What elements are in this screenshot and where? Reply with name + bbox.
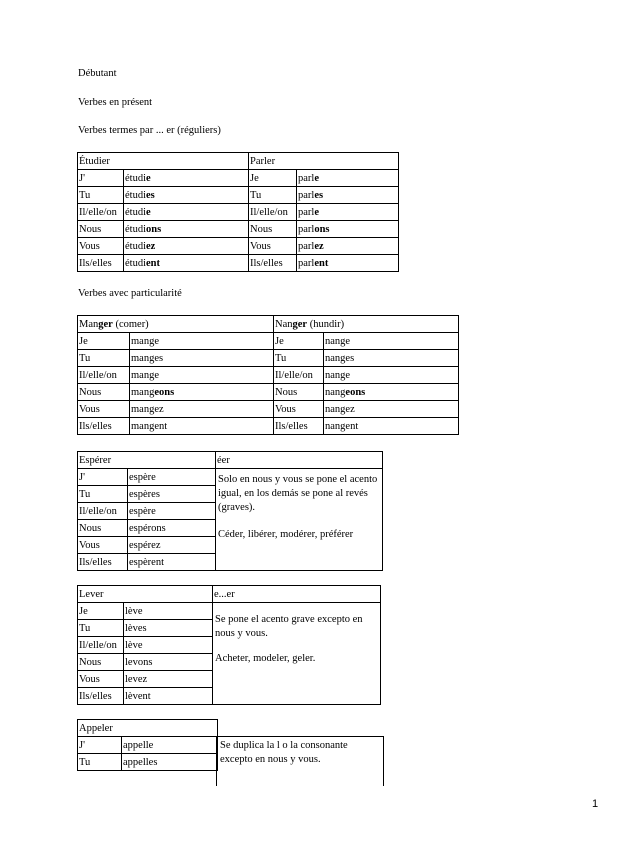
stem: nanges bbox=[325, 352, 355, 364]
table-row bbox=[78, 469, 383, 486]
table-row bbox=[78, 384, 459, 401]
table-row bbox=[78, 204, 399, 221]
special-verbs-heading: Verbes avec particularité bbox=[78, 288, 182, 299]
page-number: 1 bbox=[592, 798, 599, 810]
pronoun-cell: Tu bbox=[78, 754, 122, 771]
ending: ons bbox=[146, 223, 162, 235]
table-row bbox=[78, 737, 218, 754]
ending: ez bbox=[314, 240, 324, 252]
conjugation-cell: levons bbox=[124, 654, 213, 671]
verb-header-parler: Parler bbox=[249, 153, 399, 170]
appeler-table bbox=[77, 719, 218, 771]
ending: ent bbox=[146, 257, 160, 269]
pronoun-cell: Vous bbox=[78, 401, 130, 418]
conjugation-cell: espère bbox=[128, 469, 216, 486]
conjugation-cell bbox=[130, 350, 274, 367]
verb-header-nanger bbox=[274, 316, 459, 333]
table-row bbox=[78, 170, 399, 187]
stem: mangent bbox=[131, 420, 168, 432]
ending: eons bbox=[154, 386, 175, 398]
table-row bbox=[78, 350, 459, 367]
pronoun-cell: Il/elle/on bbox=[78, 204, 124, 221]
conjugation-cell bbox=[297, 187, 399, 204]
stem: Man bbox=[79, 318, 99, 330]
pronoun-cell: Tu bbox=[274, 350, 324, 367]
stem: mang bbox=[131, 386, 155, 398]
conjugation-cell bbox=[124, 204, 249, 221]
pronoun-cell: Ils/elles bbox=[249, 255, 297, 272]
pronoun-cell: Je bbox=[274, 333, 324, 350]
translation: (comer) bbox=[112, 318, 149, 330]
conjugation-cell bbox=[130, 418, 274, 435]
pronoun-cell: Vous bbox=[78, 238, 124, 255]
stem: étudi bbox=[125, 223, 146, 235]
pronoun-cell: Ils/elles bbox=[78, 688, 124, 705]
conjugation-cell bbox=[297, 238, 399, 255]
pronoun-cell: J' bbox=[78, 737, 122, 754]
conjugation-cell: appelle bbox=[122, 737, 218, 754]
pronoun-cell: Il/elle/on bbox=[78, 503, 128, 520]
conjugation-cell bbox=[324, 401, 459, 418]
pronoun-cell: Je bbox=[249, 170, 297, 187]
pronoun-cell: Nous bbox=[78, 654, 124, 671]
ending: e bbox=[314, 172, 319, 184]
regular-verbs-heading: Verbes termes par ... er (réguliers) bbox=[78, 125, 221, 136]
stem: parl bbox=[298, 206, 315, 218]
stem: étudi bbox=[125, 172, 146, 184]
conjugation-cell bbox=[324, 418, 459, 435]
conjugation-cell bbox=[324, 367, 459, 384]
conjugation-cell bbox=[130, 401, 274, 418]
pronoun-cell: Ils/elles bbox=[274, 418, 324, 435]
conjugation-cell bbox=[124, 255, 249, 272]
table-row bbox=[78, 401, 459, 418]
pronoun-cell: Ils/elles bbox=[78, 554, 128, 571]
stem: nangez bbox=[325, 403, 355, 415]
stem: parl bbox=[298, 240, 315, 252]
pronoun-cell: J' bbox=[78, 469, 128, 486]
pronoun-cell: Tu bbox=[78, 187, 124, 204]
conjugation-cell bbox=[124, 170, 249, 187]
stem: mange bbox=[131, 335, 159, 347]
ending: ez bbox=[146, 240, 156, 252]
table-row bbox=[78, 221, 399, 238]
pattern-header: e...er bbox=[213, 586, 381, 603]
conjugation-cell bbox=[124, 221, 249, 238]
conjugation-cell bbox=[297, 221, 399, 238]
stem: étudi bbox=[125, 189, 146, 201]
lever-table bbox=[77, 585, 381, 705]
ending: eons bbox=[345, 386, 366, 398]
verb-header-appeler: Appeler bbox=[78, 720, 218, 737]
stem: étudi bbox=[125, 257, 146, 269]
conjugation-cell bbox=[324, 350, 459, 367]
stem: parl bbox=[298, 257, 315, 269]
ending: ger bbox=[292, 318, 308, 330]
stem: nangent bbox=[325, 420, 359, 432]
conjugation-cell: appelles bbox=[122, 754, 218, 771]
conjugation-cell: espérons bbox=[128, 520, 216, 537]
rule-note bbox=[216, 469, 383, 571]
conjugation-cell bbox=[124, 187, 249, 204]
stem: manges bbox=[131, 352, 164, 364]
stem: Nan bbox=[275, 318, 293, 330]
stem: parl bbox=[298, 172, 315, 184]
conjugation-cell: espères bbox=[128, 486, 216, 503]
conjugation-cell: levez bbox=[124, 671, 213, 688]
table-row bbox=[78, 238, 399, 255]
pronoun-cell: Il/elle/on bbox=[249, 204, 297, 221]
regular-verbs-table bbox=[77, 152, 399, 272]
pronoun-cell: Je bbox=[78, 603, 124, 620]
pronoun-cell: Nous bbox=[78, 384, 130, 401]
pronoun-cell: Vous bbox=[78, 671, 124, 688]
table-row bbox=[78, 418, 459, 435]
pronoun-cell: J' bbox=[78, 170, 124, 187]
pronoun-cell: Ils/elles bbox=[78, 255, 124, 272]
conjugation-cell bbox=[130, 384, 274, 401]
rule-note bbox=[213, 603, 381, 705]
ending: ger bbox=[98, 318, 113, 330]
pronoun-cell: Vous bbox=[249, 238, 297, 255]
pronoun-cell: Je bbox=[78, 333, 130, 350]
conjugation-cell: espèrent bbox=[128, 554, 216, 571]
example-verbs: Céder, libérer, modérer, préférer bbox=[218, 529, 354, 540]
stem: étudi bbox=[125, 240, 146, 252]
stem: étudi bbox=[125, 206, 146, 218]
pronoun-cell: Il/elle/on bbox=[78, 637, 124, 654]
pattern-header: éer bbox=[216, 452, 383, 469]
rule-note: Se duplica la l o la consonante excepto en nous y vous. bbox=[216, 736, 384, 786]
rule-text: Se pone el acento grave excepto en nous y vous. bbox=[215, 614, 363, 639]
pronoun-cell: Vous bbox=[274, 401, 324, 418]
ending: e bbox=[146, 206, 151, 218]
table-row bbox=[78, 754, 218, 771]
table-row bbox=[78, 603, 381, 620]
pronoun-cell: Nous bbox=[249, 221, 297, 238]
rule-text: Solo en nous y vous se pone el acento igual, en los demás se pone al revés (graves). bbox=[218, 474, 378, 513]
conjugation-cell: espère bbox=[128, 503, 216, 520]
table-row bbox=[78, 187, 399, 204]
pronoun-cell: Tu bbox=[78, 486, 128, 503]
stem: nange bbox=[325, 369, 351, 381]
stem: nang bbox=[325, 386, 346, 398]
ending: ons bbox=[314, 223, 330, 235]
conjugation-cell bbox=[297, 170, 399, 187]
conjugation-cell bbox=[324, 333, 459, 350]
pronoun-cell: Nous bbox=[78, 221, 124, 238]
stem: nange bbox=[325, 335, 351, 347]
conjugation-cell bbox=[130, 367, 274, 384]
pronoun-cell: Nous bbox=[78, 520, 128, 537]
ending: ent bbox=[314, 257, 329, 269]
pronoun-cell: Vous bbox=[78, 537, 128, 554]
pronoun-cell: Tu bbox=[249, 187, 297, 204]
ending: es bbox=[314, 189, 324, 201]
pronoun-cell: Il/elle/on bbox=[78, 367, 130, 384]
pronoun-cell: Tu bbox=[78, 350, 130, 367]
example-verbs: Acheter, modeler, geler. bbox=[215, 653, 316, 664]
table-row bbox=[78, 367, 459, 384]
pronoun-cell: Ils/elles bbox=[78, 418, 130, 435]
stem: parl bbox=[298, 223, 315, 235]
stem: parl bbox=[298, 189, 315, 201]
verb-header-esperer: Espérer bbox=[78, 452, 216, 469]
conjugation-cell: lèvent bbox=[124, 688, 213, 705]
conjugation-cell bbox=[297, 204, 399, 221]
conjugation-cell bbox=[124, 238, 249, 255]
conjugation-cell: lèves bbox=[124, 620, 213, 637]
conjugation-cell bbox=[297, 255, 399, 272]
verb-header-etudier: Étudier bbox=[78, 153, 249, 170]
pronoun-cell: Il/elle/on bbox=[274, 367, 324, 384]
ending: e bbox=[146, 172, 151, 184]
esperer-table bbox=[77, 451, 383, 571]
topic-heading: Verbes en présent bbox=[78, 97, 153, 108]
stem: mangez bbox=[131, 403, 164, 415]
table-row bbox=[78, 333, 459, 350]
conjugation-cell bbox=[324, 384, 459, 401]
special-verbs-table bbox=[77, 315, 459, 435]
conjugation-cell bbox=[130, 333, 274, 350]
conjugation-cell: lève bbox=[124, 603, 213, 620]
pronoun-cell: Nous bbox=[274, 384, 324, 401]
table-row bbox=[78, 255, 399, 272]
pronoun-cell: Tu bbox=[78, 620, 124, 637]
conjugation-cell: espérez bbox=[128, 537, 216, 554]
translation: (hundir) bbox=[307, 318, 345, 330]
verb-header-lever: Lever bbox=[78, 586, 213, 603]
verb-header-manger bbox=[78, 316, 274, 333]
level-heading: Débutant bbox=[78, 68, 117, 79]
ending: es bbox=[146, 189, 155, 201]
stem: mange bbox=[131, 369, 159, 381]
conjugation-cell: lève bbox=[124, 637, 213, 654]
ending: e bbox=[314, 206, 319, 218]
